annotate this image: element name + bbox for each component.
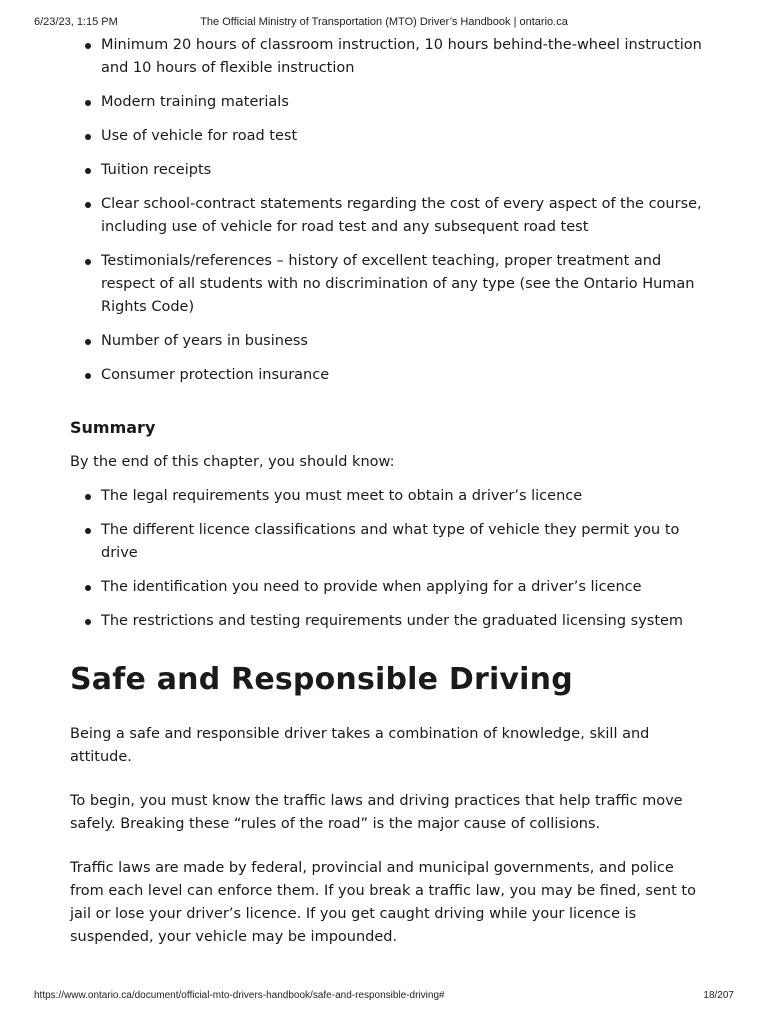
print-page-title: The Official Ministry of Transportation (MTO) Driver’s Handbook | ontario.ca [200,16,568,28]
print-footer [34,990,734,1004]
list-item: The restrictions and testing requirements under the graduated licensing system [70,610,710,633]
section-paragraph: Traffic laws are made by federal, provincial and municipal governments, and police from each level can enforce them. If you break a traffic law, you may be fined, sent to jail or lose your driver’s licence. If you get caught driving while your licence is suspended, your vehicle may be impounded. [70,860,696,945]
list-item: Minimum 20 hours of classroom instruction, 10 hours behind-the-wheel instruction and 10 hours of flexible instruction [70,34,710,80]
list-item: Tuition receipts [70,159,710,182]
print-header [34,16,734,30]
driving-school-criteria-list [70,34,710,387]
summary-intro: By the end of this chapter, you should know: [70,454,395,470]
summary-list [70,485,710,633]
list-item: The legal requirements you must meet to obtain a driver’s licence [70,485,710,508]
print-url: https://www.ontario.ca/document/official-mto-drivers-handbook/safe-and-responsible-driving# [34,990,445,1001]
section-paragraph: To begin, you must know the traffic laws and driving practices that help traffic move safely. Breaking these “rules of the road” is the major cause of collisions. [70,793,683,832]
list-item: Modern training materials [70,91,710,114]
list-item: Use of vehicle for road test [70,125,710,148]
list-item: Number of years in business [70,330,710,353]
list-item: The identification you need to provide when applying for a driver’s licence [70,576,710,599]
page-number: 18/207 [703,990,734,1001]
section-heading: Safe and Responsible Driving [70,662,573,697]
print-datetime: 6/23/23, 1:15 PM [34,16,118,28]
list-item: The different licence classifications and what type of vehicle they permit you to drive [70,519,710,565]
list-item: Clear school-contract statements regarding the cost of every aspect of the course, including use of vehicle for road test and any subsequent road test [70,193,710,239]
list-item: Consumer protection insurance [70,364,710,387]
section-paragraph: Being a safe and responsible driver takes a combination of knowledge, skill and attitude. [70,726,650,765]
summary-heading: Summary [70,418,156,437]
main-content [70,34,710,970]
list-item: Testimonials/references – history of excellent teaching, proper treatment and respect of all students with no discrimination of any type (see the Ontario Human Rights Code) [70,250,710,319]
